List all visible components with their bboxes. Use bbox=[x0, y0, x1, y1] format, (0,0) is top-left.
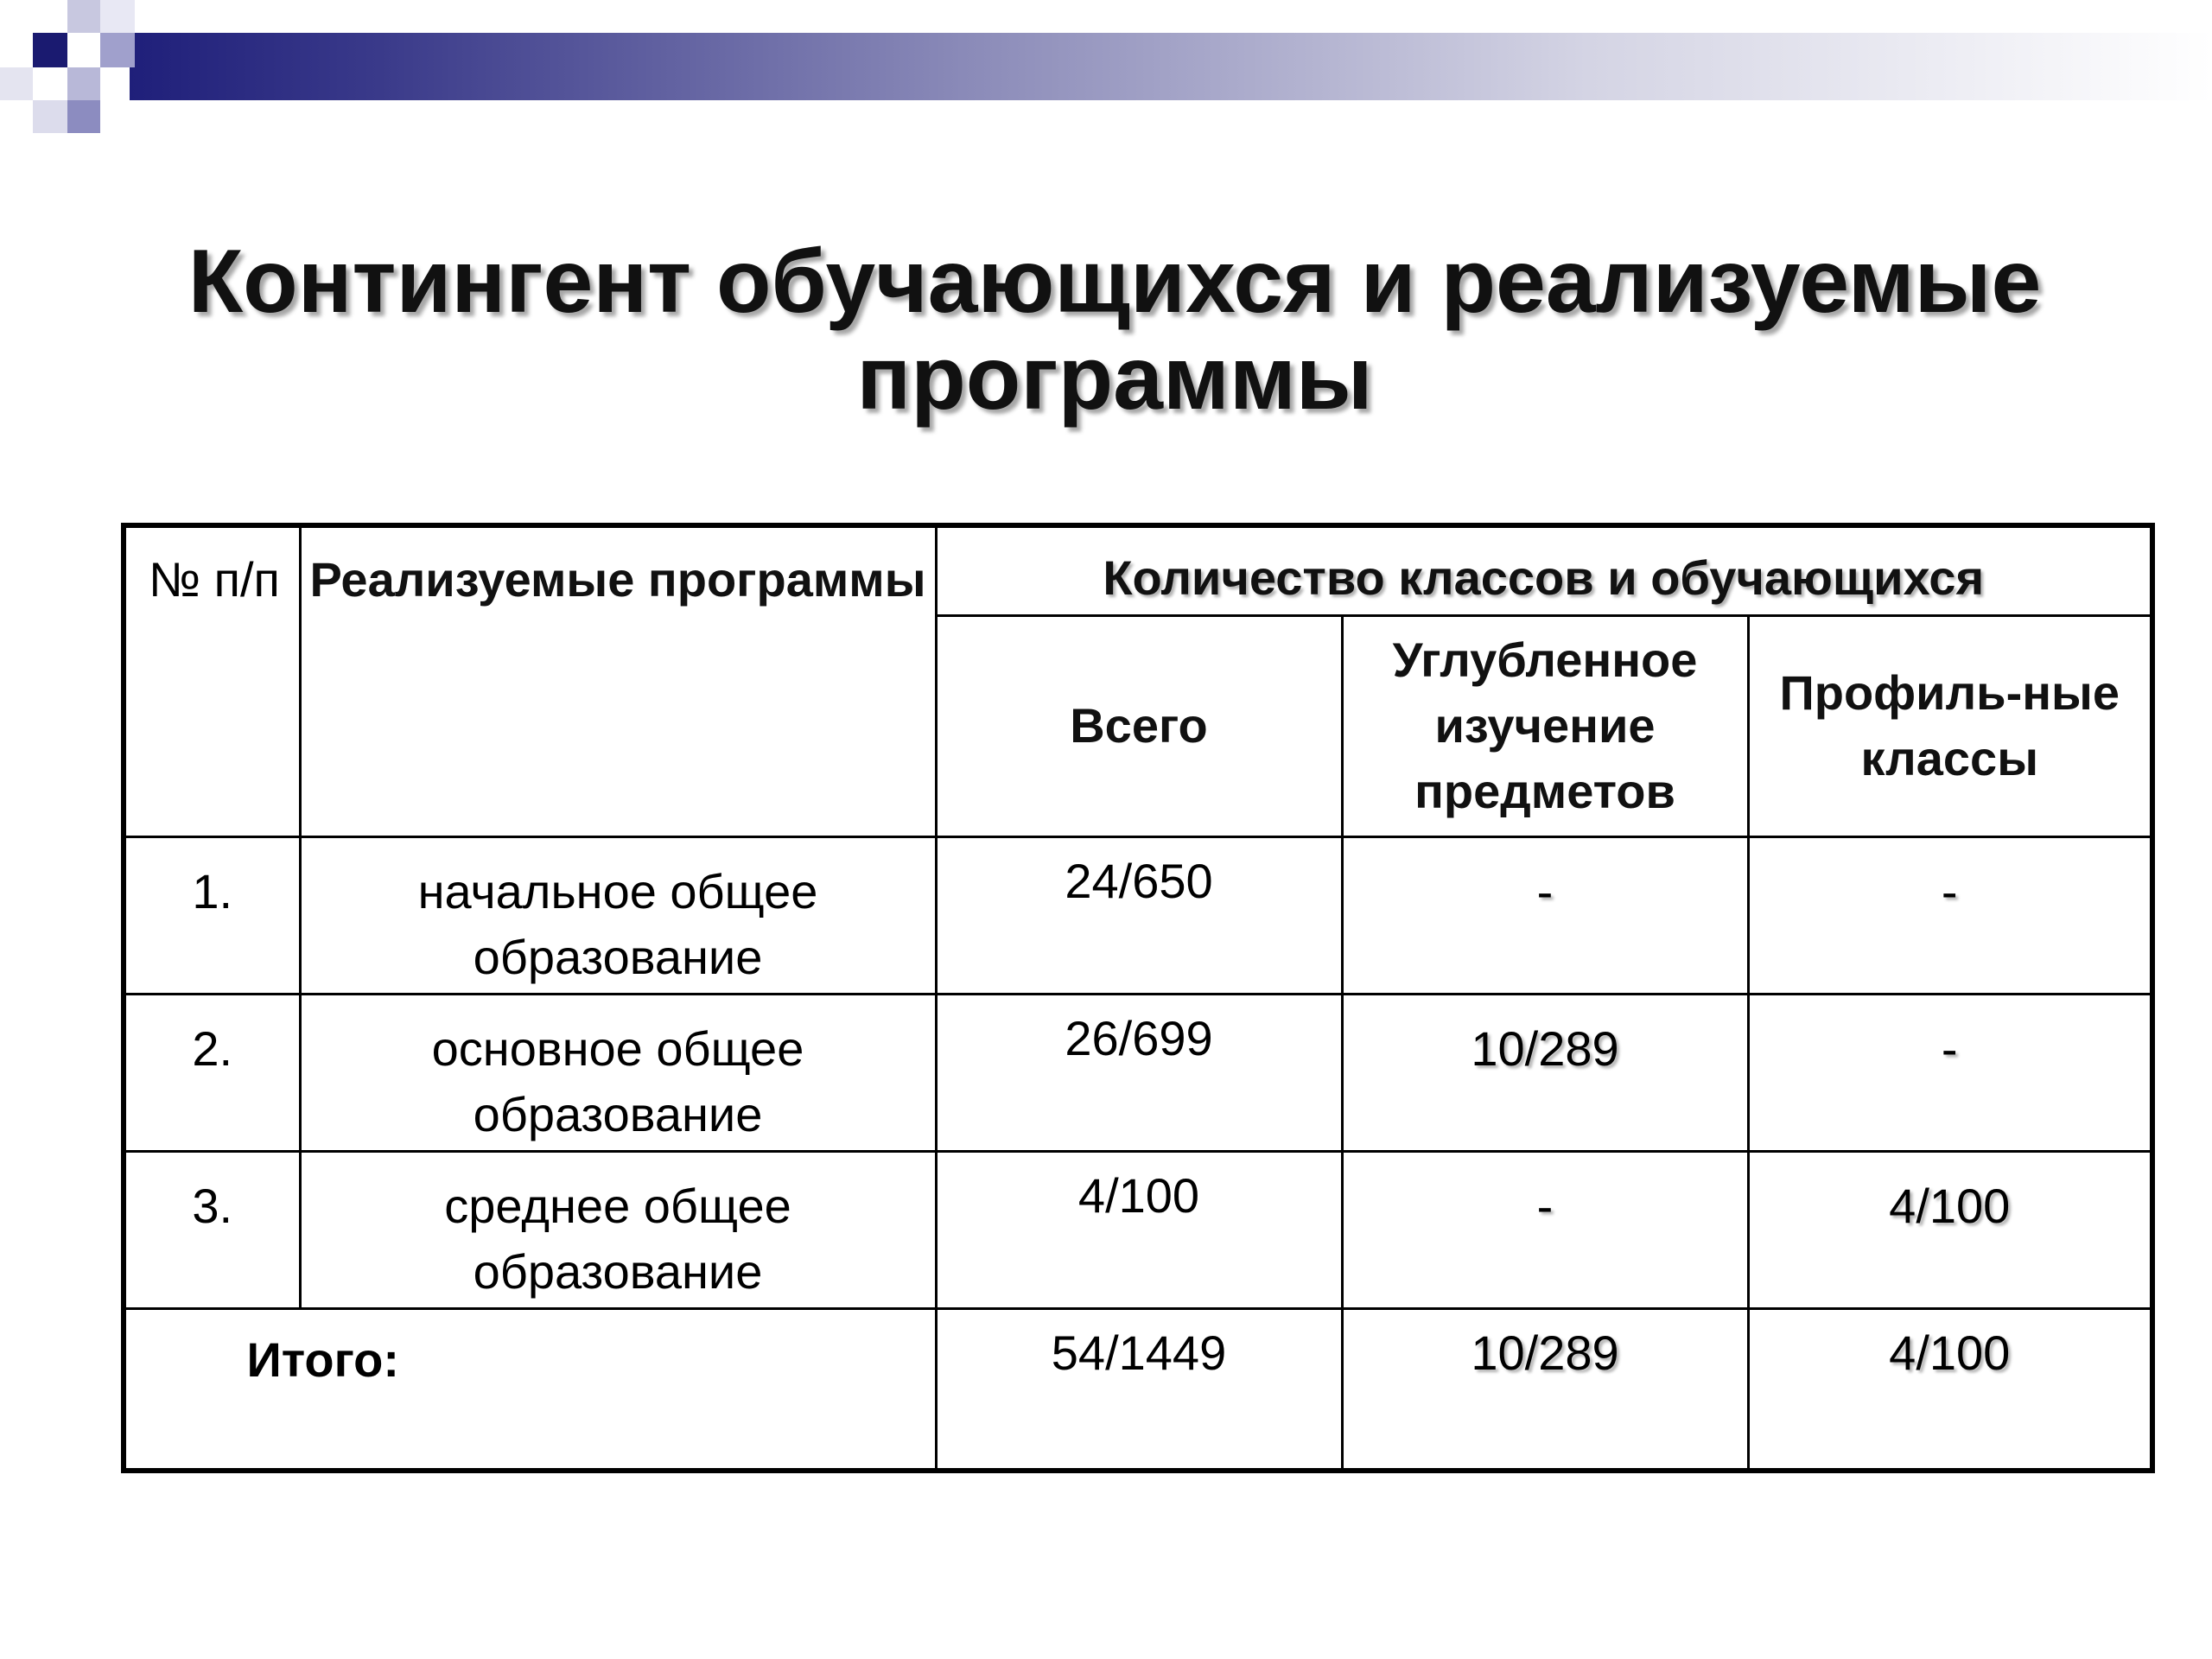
slide-title: Контингент обучающихся и реализуемые программы bbox=[188, 232, 2042, 429]
decor-square bbox=[100, 33, 135, 67]
table-summary-row bbox=[124, 1308, 2152, 1471]
row-num: 2. bbox=[124, 994, 300, 1151]
row-num: 3. bbox=[124, 1151, 300, 1308]
table-row bbox=[124, 1151, 2152, 1308]
summary-advanced: 10/289 bbox=[1342, 1308, 1748, 1471]
table-header-row bbox=[124, 525, 2152, 615]
table-row bbox=[124, 994, 2152, 1151]
header-group: Количество классов и обучающихся bbox=[936, 525, 2152, 615]
row-program: среднее общее образование bbox=[300, 1151, 936, 1308]
row-profile: - bbox=[1748, 994, 2152, 1151]
summary-profile: 4/100 bbox=[1748, 1308, 2152, 1471]
row-num: 1. bbox=[124, 836, 300, 994]
decor-square bbox=[0, 0, 33, 33]
summary-total: 54/1449 bbox=[936, 1308, 1342, 1471]
table-row bbox=[124, 836, 2152, 994]
header-num: № п/п bbox=[124, 525, 300, 836]
row-profile: - bbox=[1748, 836, 2152, 994]
header-gradient-bar bbox=[130, 33, 2212, 100]
header-total: Всего bbox=[936, 615, 1342, 836]
decor-square bbox=[67, 100, 100, 133]
row-advanced: - bbox=[1342, 1151, 1748, 1308]
decor-square bbox=[67, 67, 100, 100]
summary-label: Итого: bbox=[124, 1308, 936, 1471]
row-total: 26/699 bbox=[936, 994, 1342, 1151]
decor-square bbox=[33, 33, 67, 67]
row-advanced: 10/289 bbox=[1342, 994, 1748, 1151]
data-table bbox=[121, 523, 2155, 1473]
row-profile: 4/100 bbox=[1748, 1151, 2152, 1308]
decor-square bbox=[100, 0, 135, 33]
row-program: начальное общее образование bbox=[300, 836, 936, 994]
decor-square bbox=[0, 67, 33, 100]
header-programs: Реализуемые программы bbox=[300, 525, 936, 836]
header-profile: Профиль-ные классы bbox=[1748, 615, 2152, 836]
row-program: основное общее образование bbox=[300, 994, 936, 1151]
row-advanced: - bbox=[1342, 836, 1748, 994]
decor-square bbox=[67, 0, 100, 33]
decor-square bbox=[33, 100, 67, 133]
row-total: 4/100 bbox=[936, 1151, 1342, 1308]
row-total: 24/650 bbox=[936, 836, 1342, 994]
header-advanced: Углубленное изучение предметов bbox=[1342, 615, 1748, 836]
